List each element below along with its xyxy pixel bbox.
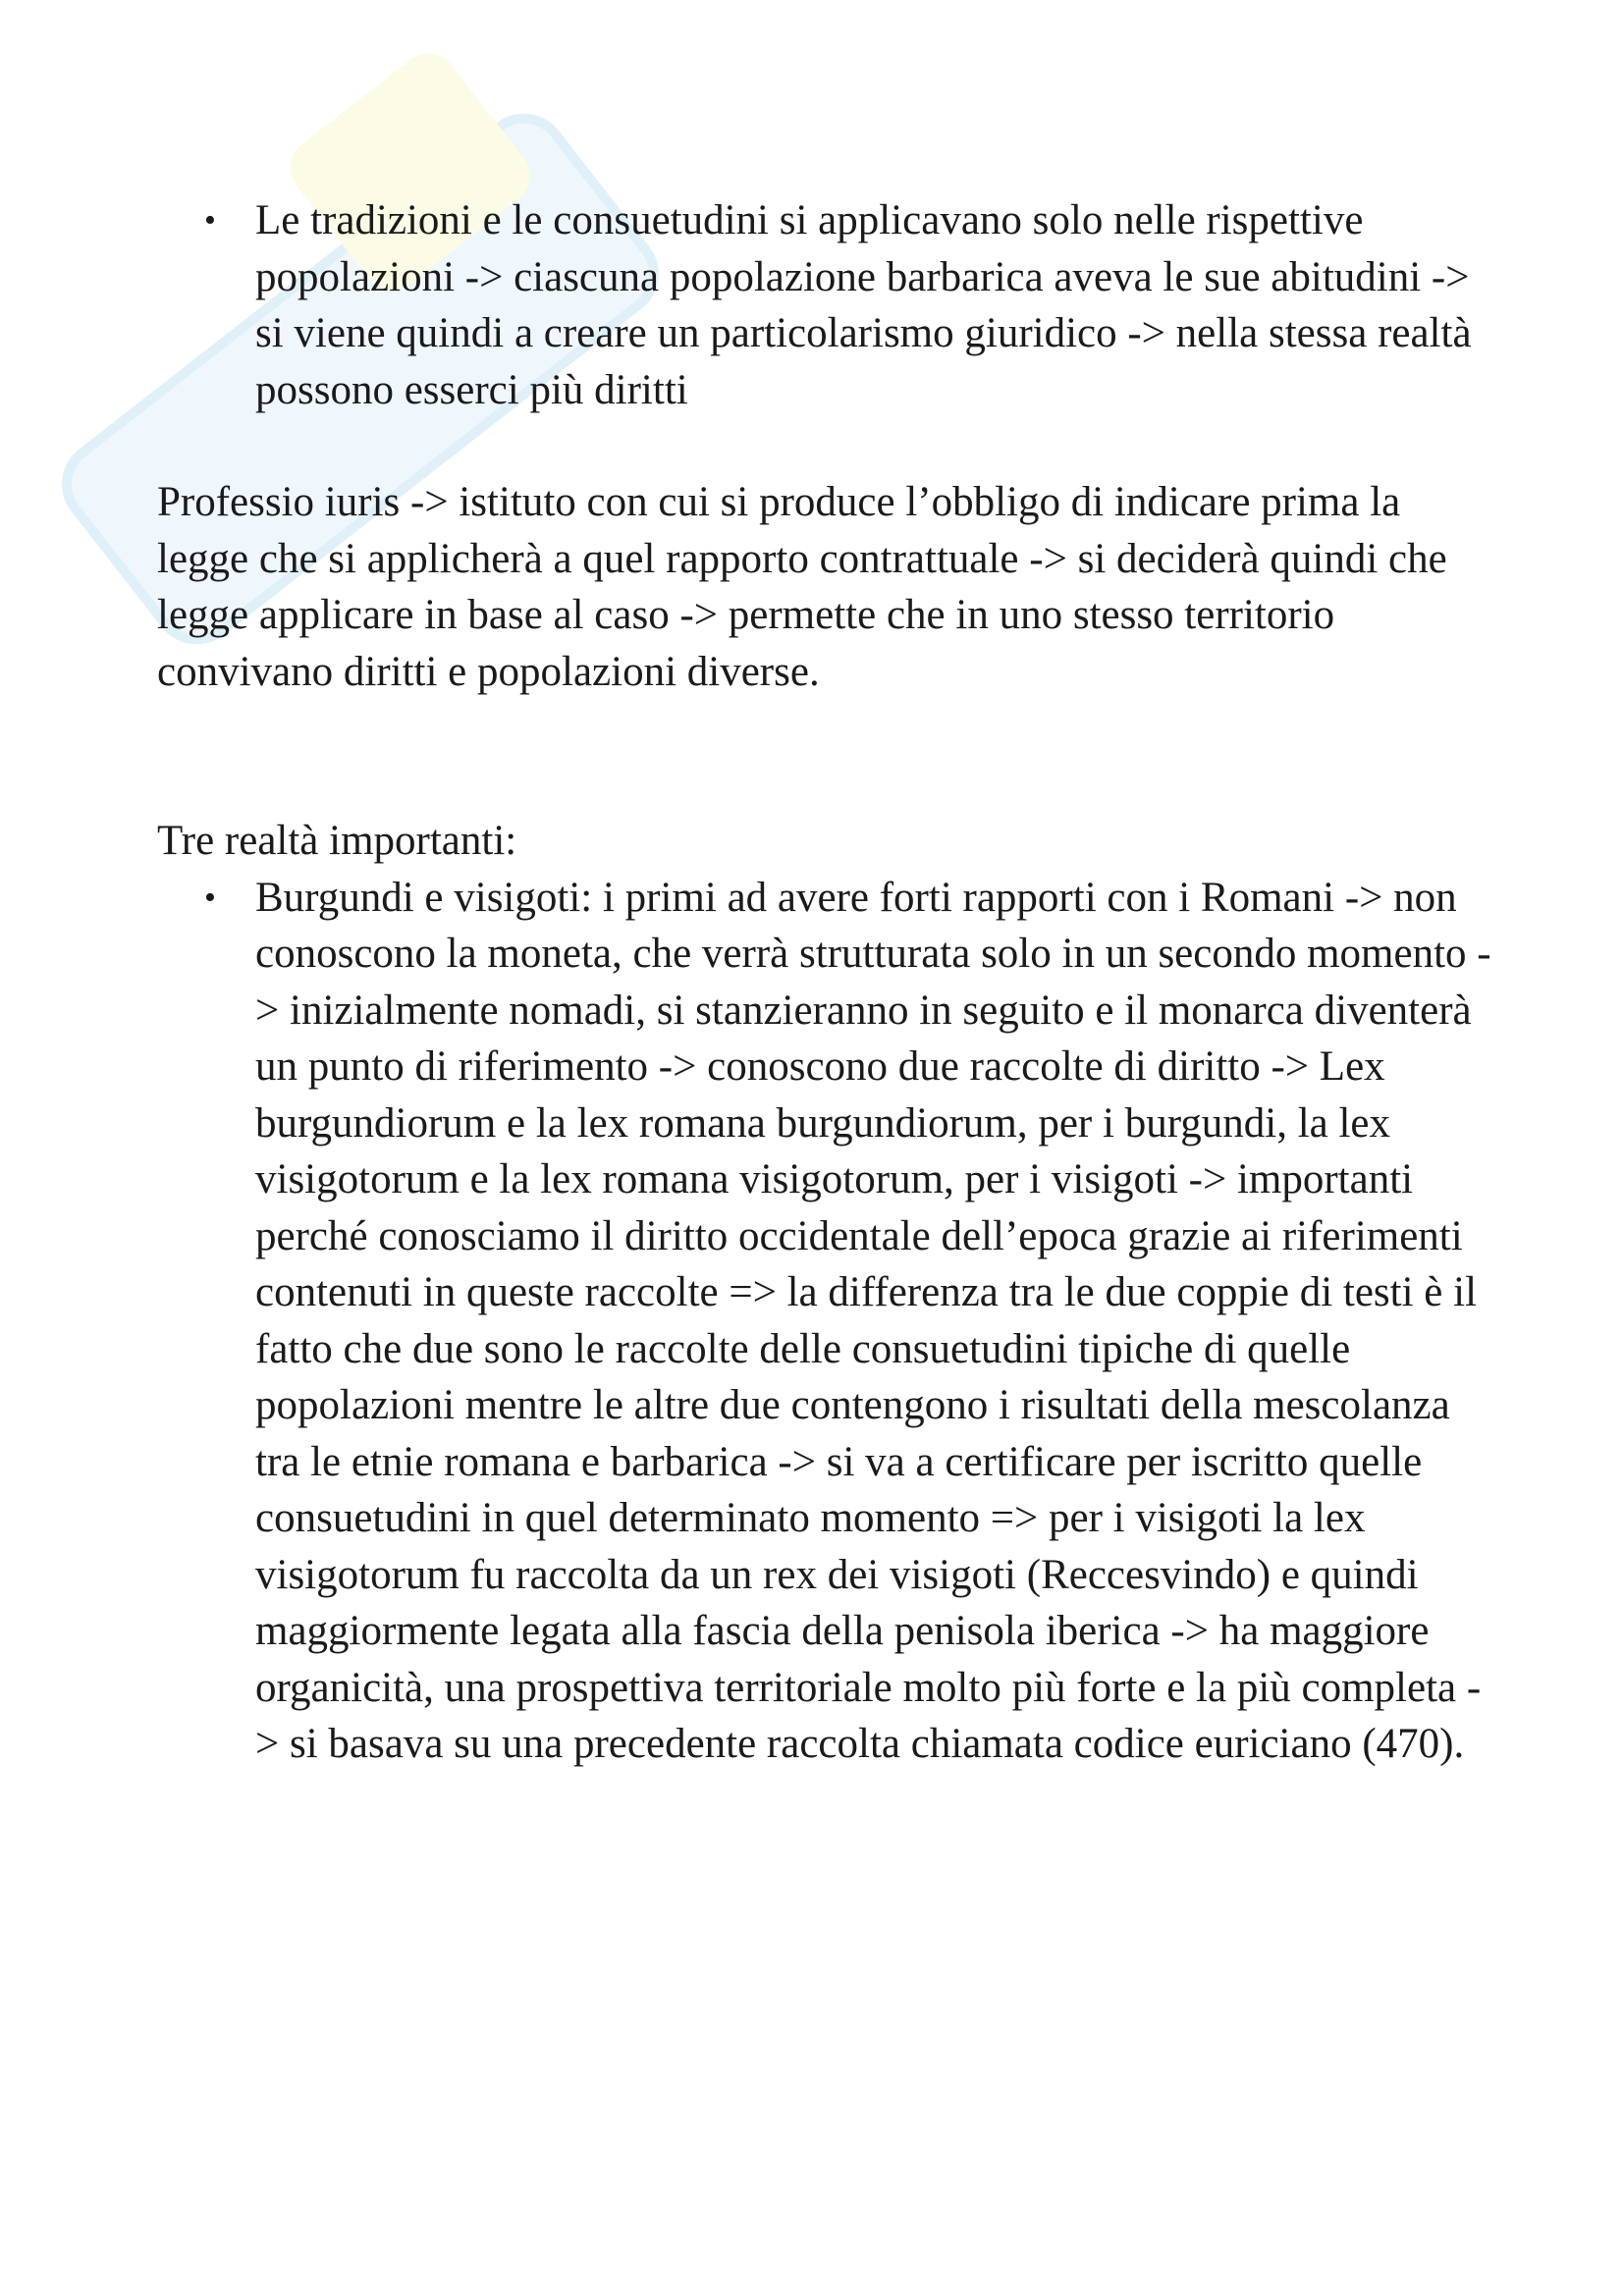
bullet-list-1	[157, 192, 1492, 418]
bullet-list-2	[157, 870, 1492, 1773]
bullet-text-2: Burgundi e visigoti: i primi ad avere forti rapporti con i Romani -> non conoscono la moneta, che verrà strutturata solo in un secondo momento -> inizialmente nomadi, si stanzieranno in seguito e il monarca diventerà un punto di riferimento -> conoscono due raccolte di diritto -> Lex burgundiorum e la lex romana burgundiorum, per i burgundi, la lex visigotorum e la lex romana visigotorum, per i visigoti -> importanti perché conosciamo il diritto occidentale dell’epoca grazie ai riferimenti contenuti in queste raccolte => la differenza tra le due coppie di testi è il fatto che due sono le raccolte delle consuetudini tipiche di quelle popolazioni mentre le altre due contengono i risultati della mescolanza tra le etnie romana e barbarica -> si va a certificare per iscritto quelle consuetudini in quel determinato momento => per i visigoti la lex visigotorum fu raccolta da un rex dei visigoti (Reccesvindo) e quindi maggiormente legata alla fascia della penisola iberica -> ha maggiore organicità, una prospettiva territoriale molto più forte e la più completa -> si basava su una precedente raccolta chiamata codice euriciano (470).	[255, 874, 1491, 1767]
section-heading: Tre realtà importanti:	[157, 818, 517, 864]
bullet-icon: •	[204, 879, 216, 916]
list-item	[157, 192, 1492, 418]
bullet-icon: •	[204, 202, 216, 239]
paragraph-professio-iuris: Professio iuris -> istituto con cui si produce l’obbligo di indicare prima la legge che si applicherà a quel rapporto contrattuale -> si deciderà quindi che legge applicare in base al caso -> permette che in uno stesso territorio convivano diritti e popolazioni diverse.	[157, 479, 1447, 695]
document-content	[157, 192, 1492, 1773]
list-item	[157, 870, 1492, 1773]
bullet-text-1: Le tradizioni e le consuetudini si applicavano solo nelle rispettive popolazioni -> ciascuna popolazione barbarica aveva le sue abitudini -> si viene quindi a creare un particolarismo giuridico -> nella stessa realtà possono esserci più diritti	[255, 197, 1472, 413]
